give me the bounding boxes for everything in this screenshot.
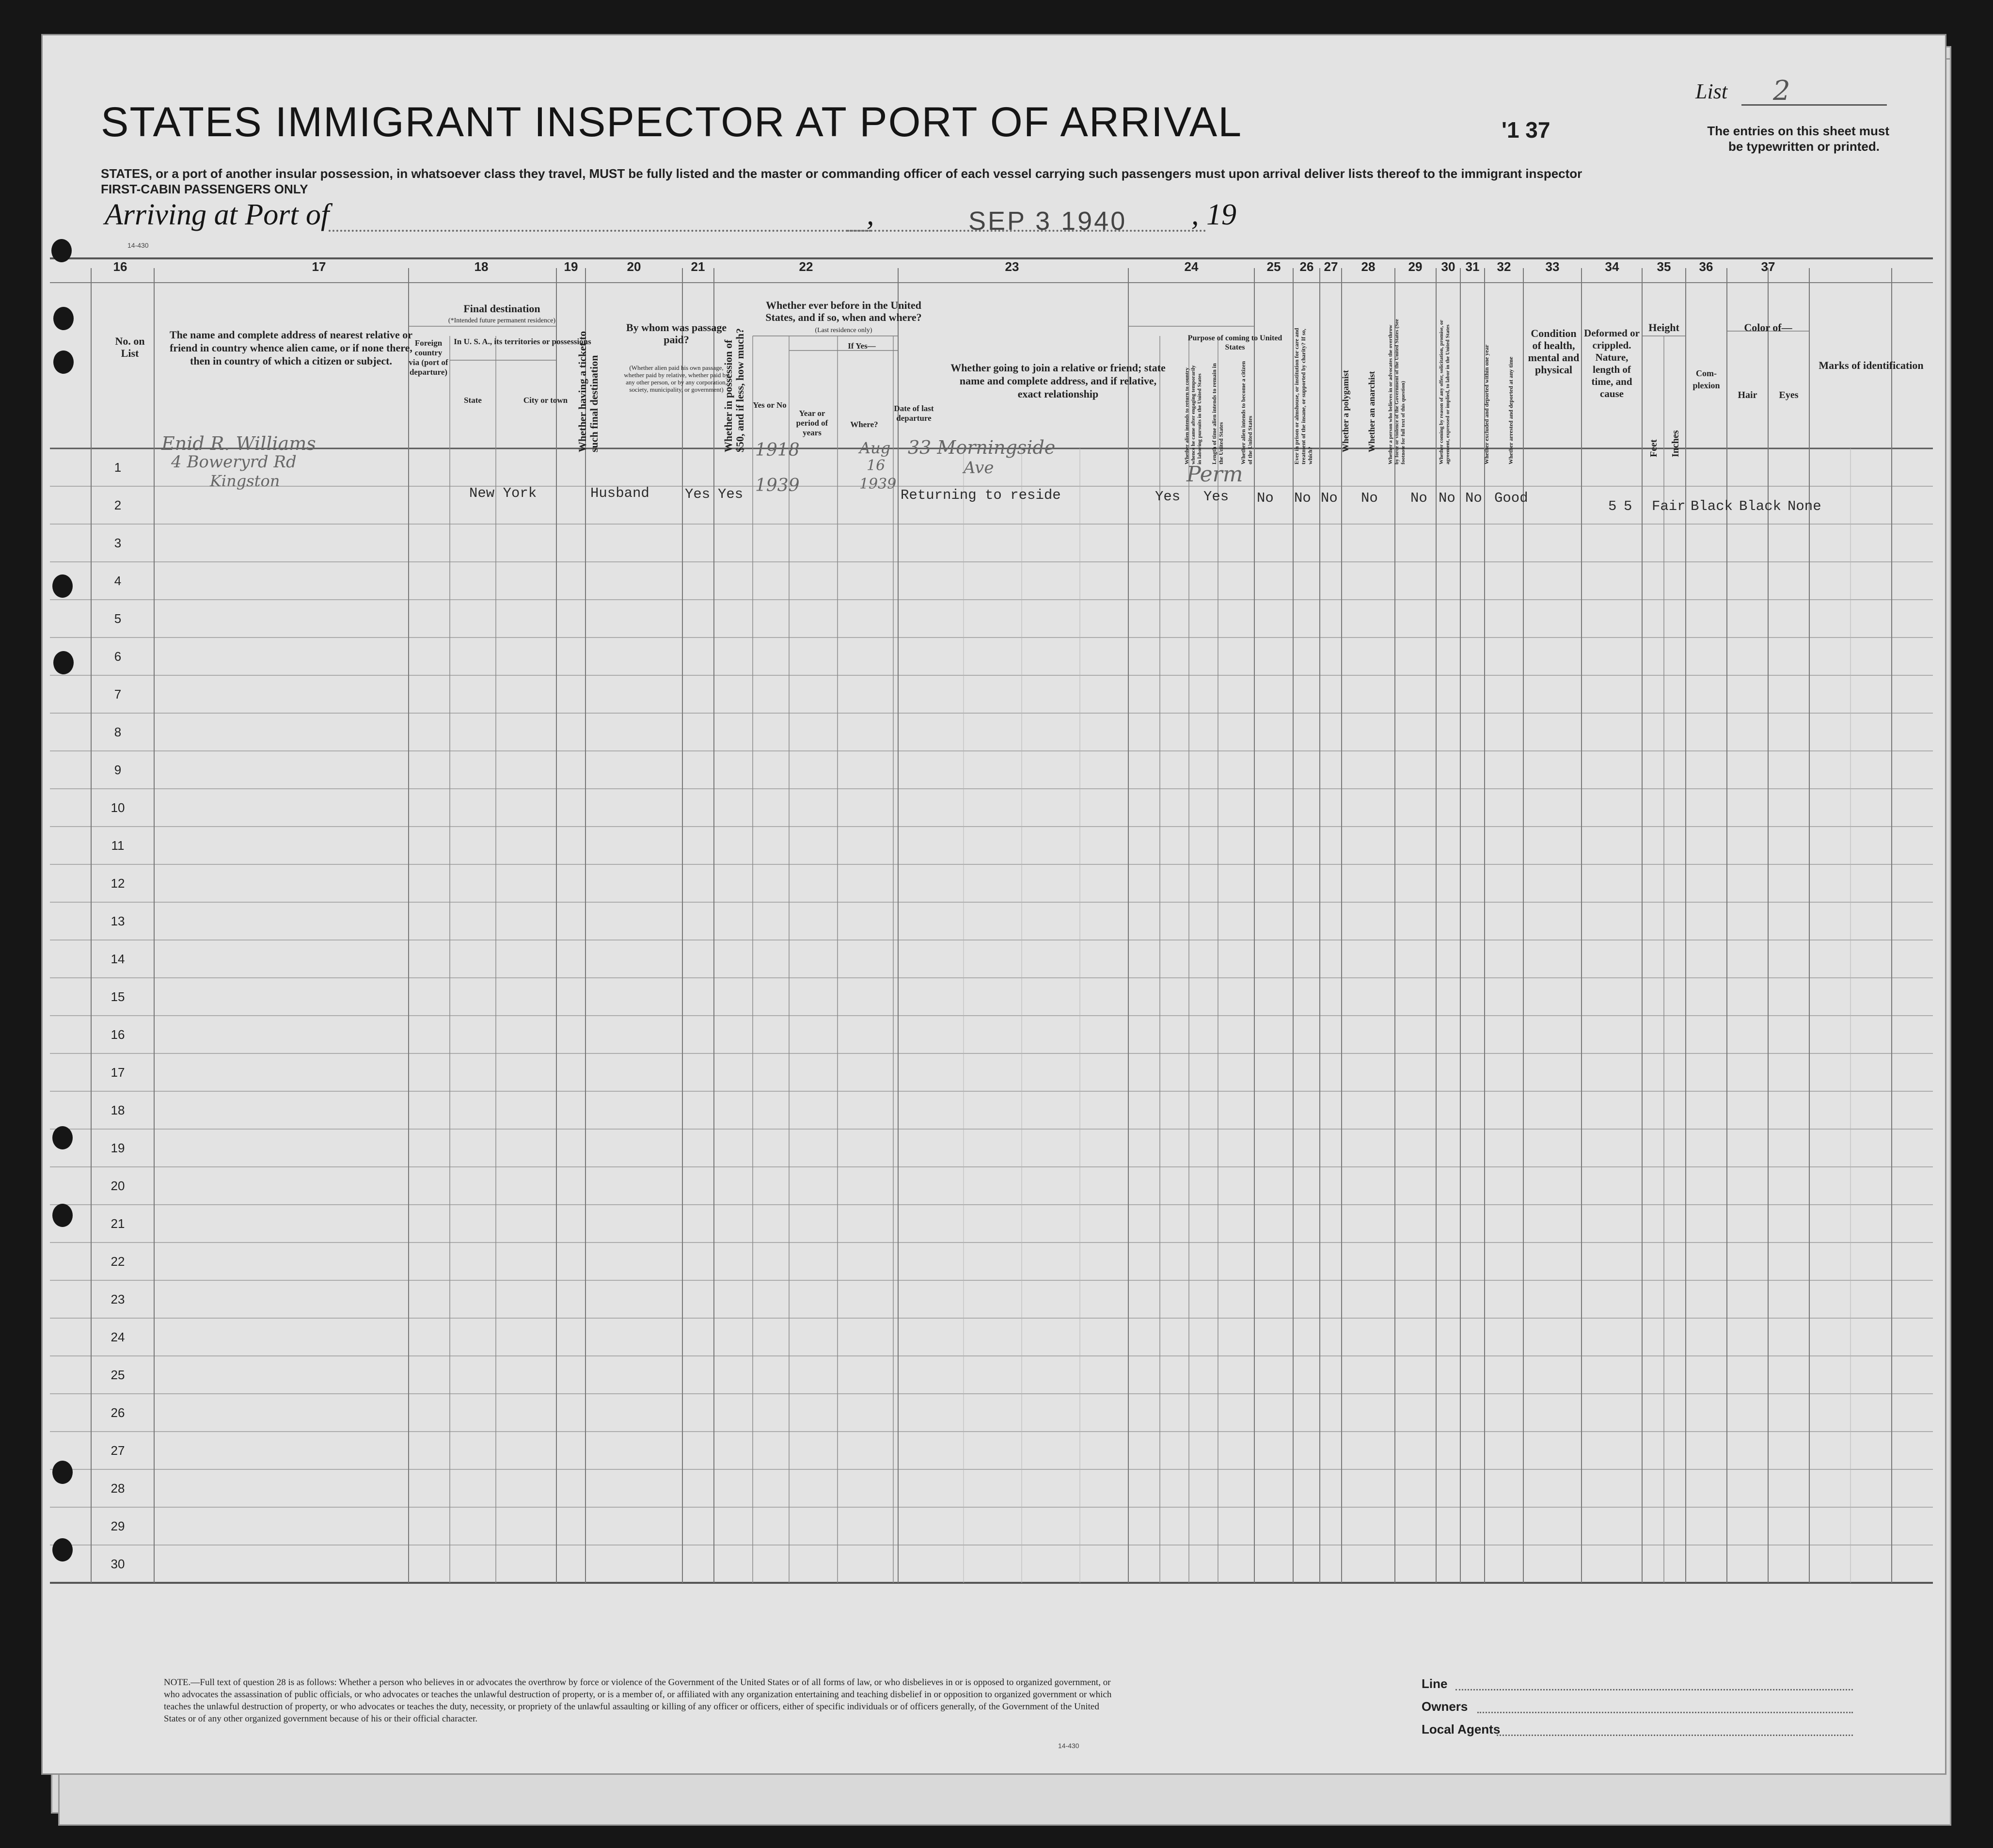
column-number: 19 <box>564 259 578 274</box>
entry-departure-day: 16 <box>867 457 886 474</box>
footnote-q28: NOTE.—Full text of question 28 is as follows: Whether a person who believes in or advocates the overthrow by force or violence of the Government of the United States or of all forms of law, or who disbelieves in or is opposed to organized government, or who advocates the assassination of public officials, or who advocates or teaches the unlawful destruction of property, or is a member of, or affiliated with any organization entertaining and teaching disbelief in or opposition to organized government or which teaches the unlawful destruction of property, or who advocates or teaches the duty, necessity, or propriety of the unlawful assaulting or killing of any officer or officers, either of specific individuals or of officers generally, of the Government of the United States or of any other organized government because of his or their official character. <box>164 1677 1112 1724</box>
binder-hole <box>51 239 72 262</box>
row-number: 18 <box>111 1103 125 1117</box>
header-year-period: Year or period of years <box>796 409 828 437</box>
row-number: 22 <box>111 1254 125 1269</box>
entry-departure-month: Aug <box>859 439 891 457</box>
column-number: 20 <box>627 259 641 274</box>
entry-inches: 5 <box>1624 498 1632 514</box>
entry-passage-paid: Husband <box>590 485 649 501</box>
entry-eyes: Black <box>1739 498 1782 514</box>
header-in-usa: In U. S. A., its territories or possessions <box>454 337 591 346</box>
header-before-in-us-note: (Last residence only) <box>815 327 872 334</box>
entry-feet: 5 <box>1608 498 1617 514</box>
header-state: State <box>464 396 482 405</box>
binder-hole <box>52 1204 73 1227</box>
header-hair: Hair <box>1738 390 1757 400</box>
column-number: 29 <box>1408 259 1423 274</box>
header-q28: Whether a person who believes in or advocates the overthrow by force or violence of the Government of the United States (See footnote for full text of this question) <box>1388 319 1406 464</box>
column-number: 22 <box>799 259 813 274</box>
entry-departure-year: 1939 <box>859 476 897 493</box>
arrival-date-stamp: SEP 3 1940 <box>968 207 1127 236</box>
row-number: 8 <box>114 725 122 739</box>
entry-complexion: Fair <box>1652 498 1686 514</box>
header-eyes: Eyes <box>1779 390 1799 400</box>
binder-hole <box>53 350 74 374</box>
list-label: List <box>1695 80 1728 103</box>
entry-q26: No <box>1294 490 1311 506</box>
row-number: 21 <box>111 1216 125 1231</box>
entry-q27: No <box>1321 490 1338 506</box>
owners-label: Owners <box>1422 1699 1468 1714</box>
entries-note-2: be typewritten or printed. <box>1728 139 1880 154</box>
column-number: 24 <box>1184 259 1199 274</box>
row-number: 29 <box>111 1519 125 1533</box>
header-where: Where? <box>850 420 878 429</box>
entry-q28: No <box>1361 490 1378 506</box>
entries-note-1: The entries on this sheet must <box>1707 124 1889 138</box>
row-number: 25 <box>111 1368 125 1382</box>
row-number: 13 <box>111 914 125 928</box>
header-foreign-country: Foreign country via (port of departure) <box>409 338 448 377</box>
header-q31: Whether arrested and deported at any time <box>1507 356 1514 464</box>
entry-q30: No <box>1439 490 1455 506</box>
agents-blank <box>1497 1734 1853 1736</box>
binder-hole <box>52 1538 73 1561</box>
binder-hole <box>52 574 73 598</box>
header-health: Condition of health, mental and physical <box>1528 327 1580 376</box>
column-number: 33 <box>1545 259 1560 274</box>
relative-street: 4 Boweryrd Rd <box>171 452 297 472</box>
entry-health: Good <box>1494 490 1528 506</box>
form-grid <box>43 35 1945 1773</box>
entry-q31: No <box>1465 490 1482 506</box>
row-number: 5 <box>114 611 122 626</box>
column-number: 27 <box>1324 259 1338 274</box>
binder-hole <box>53 307 74 330</box>
header-possession-50: Whether in possession of $50, and if less, how much? <box>722 328 746 452</box>
entry-join-typed: Returning to reside <box>901 487 1061 503</box>
comma: , <box>867 198 874 231</box>
header-deformed: Deformed or crippled. Nature, length of time, and cause <box>1584 327 1640 399</box>
row-number: 24 <box>111 1330 125 1344</box>
column-number: 37 <box>1761 259 1775 274</box>
form-code-bottom: 14-430 <box>1058 1742 1079 1750</box>
list-number: 2 <box>1773 75 1790 107</box>
header-polygamist: Whether a polygamist <box>1341 370 1350 452</box>
arriving-label: Arriving at Port of <box>105 198 330 231</box>
year-suffix: , 19 <box>1191 198 1236 231</box>
entry-q25: No <box>1257 490 1274 506</box>
column-number: 34 <box>1605 259 1619 274</box>
sheet-number: '1 37 <box>1502 117 1550 143</box>
intro-first-cabin: FIRST-CABIN PASSENGERS ONLY <box>101 182 308 196</box>
column-number: 16 <box>113 259 127 274</box>
entry-before-in-us: Yes <box>718 486 743 502</box>
row-number: 28 <box>111 1481 125 1496</box>
header-color-of: Color of— <box>1744 321 1792 334</box>
header-feet: Feet <box>1648 439 1659 457</box>
header-ticket-final: Whether having a ticket to such final destination <box>576 331 600 452</box>
column-number: 36 <box>1699 259 1713 274</box>
row-number: 20 <box>111 1179 125 1193</box>
row-number: 6 <box>114 649 122 664</box>
line-blank <box>1455 1689 1853 1690</box>
header-passage-paid-note: (Whether alien paid his own passage, whether paid by relative, whether paid by any other person, or by any corporation, society, municipality, or government) <box>624 364 729 393</box>
entry-year-2: 1939 <box>755 476 800 495</box>
header-complexion: Com- plexion <box>1692 368 1720 390</box>
header-passage-paid: By whom was passage paid? <box>626 321 727 346</box>
column-number: 32 <box>1497 259 1511 274</box>
form-code-top: 14-430 <box>127 241 149 249</box>
header-final-destination-note: (*Intended future permanent residence) <box>448 317 556 324</box>
page-title: STATES IMMIGRANT INSPECTOR AT PORT OF ARRIVAL <box>101 99 1243 145</box>
header-purpose-length: Length of time alien intends to remain in the United States <box>1211 363 1224 464</box>
row-number: 2 <box>114 498 122 512</box>
header-if-yes: If Yes— <box>848 341 876 350</box>
entry-state: New York <box>469 485 537 501</box>
row-number: 14 <box>111 952 125 966</box>
column-number: 23 <box>1005 259 1019 274</box>
column-number: 18 <box>474 259 489 274</box>
header-inches: Inches <box>1670 430 1681 457</box>
column-number: 35 <box>1657 259 1671 274</box>
header-q29: Whether coming by reason of any offer, solicitation, promise, or agreement, expressed or implied, to labor in the United States <box>1439 319 1451 464</box>
relative-name: Enid R. Williams <box>161 433 316 454</box>
entry-q29: No <box>1410 490 1427 506</box>
header-relative-abroad: The name and complete address of nearest relative or friend in country whence alien came, or if none there, then in country of which a citizen or subject. <box>169 329 413 367</box>
row-number: 27 <box>111 1443 125 1458</box>
entry-purpose-answer: Yes <box>1155 489 1181 505</box>
header-joining-relative: Whether going to join a relative or friend; state name and complete address, and if relative, exact relationship <box>950 362 1166 400</box>
entry-citizen: Yes <box>1203 489 1229 505</box>
header-final-destination: Final destination <box>463 303 540 315</box>
header-purpose-citizen: Whether alien intends to become a citizen of the United States <box>1240 361 1253 464</box>
manifest-sheet <box>41 34 1946 1775</box>
row-number: 10 <box>111 800 125 815</box>
header-city: City or town <box>523 396 568 405</box>
entry-purpose-hand: Perm <box>1186 462 1243 487</box>
column-number: 26 <box>1299 259 1314 274</box>
row-number: 15 <box>111 989 125 1004</box>
binder-hole <box>53 651 74 674</box>
column-number: 31 <box>1465 259 1480 274</box>
column-number: 25 <box>1266 259 1281 274</box>
row-number: 3 <box>114 536 122 550</box>
header-anarchist: Whether an anarchist <box>1367 371 1376 452</box>
row-number: 19 <box>111 1141 125 1155</box>
column-number: 30 <box>1441 259 1455 274</box>
binder-hole <box>52 1126 73 1149</box>
header-before-in-us: Whether ever before in the United States, and if so, when and where? <box>765 299 922 323</box>
header-purpose: Purpose of coming to United States <box>1187 334 1282 351</box>
row-number: 12 <box>111 876 125 891</box>
agents-label: Local Agents <box>1422 1722 1501 1736</box>
header-no-on-list: No. on List <box>115 335 145 359</box>
entry-join-ave: Ave <box>964 458 994 478</box>
header-prison: Ever in prison or almshouse, or institution for care and treatment of the insane, or supported by charity? If so, which? <box>1293 328 1313 464</box>
header-purpose-return: Whether alien intends to return to country whence he came after engaging temporarily in laboring pursuits in the United States <box>1184 365 1202 464</box>
entry-year-1: 1918 <box>755 440 800 460</box>
line-label: Line <box>1422 1676 1448 1691</box>
entry-ticket: Yes <box>685 486 711 502</box>
intro-text: STATES, or a port of another insular possession, in whatsoever class they travel, MUST be fully listed and the master or commanding officer of each vessel carrying such passengers must upon arrival deliver lists thereof to the immigrant inspector <box>101 166 1582 181</box>
row-number: 17 <box>111 1065 125 1080</box>
row-number: 4 <box>114 574 122 588</box>
row-number: 30 <box>111 1557 125 1571</box>
row-number: 16 <box>111 1027 125 1042</box>
header-q30: Whether excluded and deported within one year <box>1483 344 1490 464</box>
row-number: 9 <box>114 763 122 777</box>
column-number: 21 <box>691 259 705 274</box>
row-number: 1 <box>114 460 122 475</box>
relative-town: Kingston <box>210 472 280 490</box>
column-number: 17 <box>312 259 326 274</box>
header-height: Height <box>1648 321 1679 334</box>
entry-marks: None <box>1787 498 1821 514</box>
entry-hair: Black <box>1691 498 1733 514</box>
header-yes-no: Yes or No <box>753 400 787 410</box>
header-date-departure: Date of last departure <box>894 404 934 423</box>
column-number: 28 <box>1361 259 1376 274</box>
row-number: 11 <box>111 838 125 853</box>
owners-blank <box>1477 1711 1853 1713</box>
row-number: 23 <box>111 1292 125 1306</box>
row-number: 26 <box>111 1405 125 1420</box>
row-number: 7 <box>114 687 122 701</box>
binder-hole <box>52 1461 73 1484</box>
entry-join-address: 33 Morningside <box>908 437 1056 458</box>
header-marks: Marks of identification <box>1819 359 1924 371</box>
